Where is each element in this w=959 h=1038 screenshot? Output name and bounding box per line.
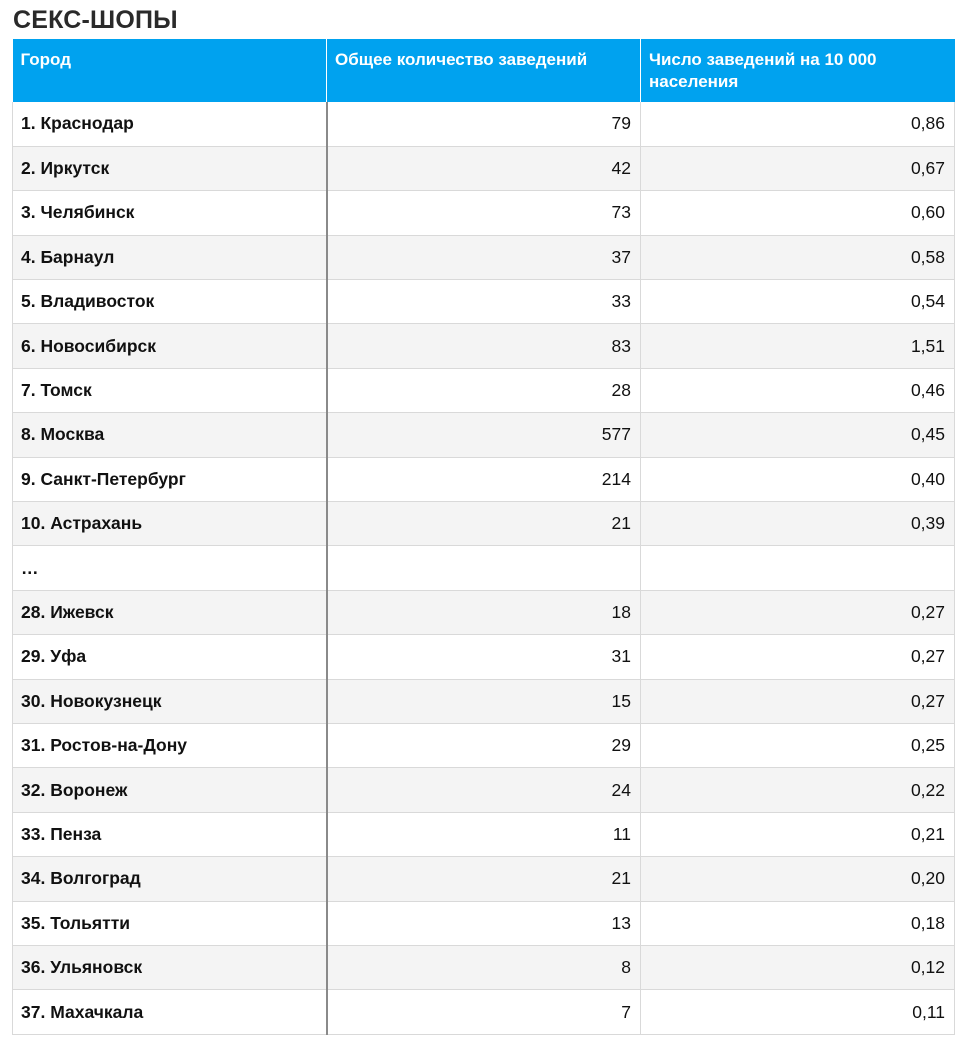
table-row bbox=[13, 679, 955, 723]
cell-total: 28 bbox=[327, 368, 641, 412]
cell-total: 577 bbox=[327, 413, 641, 457]
cell-per-10000: 0,12 bbox=[641, 945, 955, 989]
cell-city: 29. Уфа bbox=[13, 635, 327, 679]
cell-total: 15 bbox=[327, 679, 641, 723]
table-row bbox=[13, 235, 955, 279]
cell-per-10000: 0,45 bbox=[641, 413, 955, 457]
cell-total: 21 bbox=[327, 502, 641, 546]
cell-total: 29 bbox=[327, 723, 641, 767]
table-row bbox=[13, 812, 955, 856]
table-row bbox=[13, 901, 955, 945]
cell-city: 34. Волгоград bbox=[13, 857, 327, 901]
cell-city: 8. Москва bbox=[13, 413, 327, 457]
cell-per-10000: 0,60 bbox=[641, 191, 955, 235]
cell-per-10000: 0,25 bbox=[641, 723, 955, 767]
cell-city: … bbox=[13, 546, 327, 590]
cell-total: 83 bbox=[327, 324, 641, 368]
table-row bbox=[13, 324, 955, 368]
cell-per-10000: 1,51 bbox=[641, 324, 955, 368]
table-row bbox=[13, 990, 955, 1034]
cell-total: 42 bbox=[327, 146, 641, 190]
cell-city: 28. Ижевск bbox=[13, 590, 327, 634]
cell-per-10000 bbox=[641, 546, 955, 590]
table-row bbox=[13, 590, 955, 634]
cell-city: 6. Новосибирск bbox=[13, 324, 327, 368]
column-header-per-10000: Число заведений на 10 000 населения bbox=[641, 39, 955, 102]
table-row bbox=[13, 723, 955, 767]
cell-city: 7. Томск bbox=[13, 368, 327, 412]
table-row bbox=[13, 457, 955, 501]
cell-city: 30. Новокузнецк bbox=[13, 679, 327, 723]
cell-per-10000: 0,39 bbox=[641, 502, 955, 546]
cell-total: 21 bbox=[327, 857, 641, 901]
table-row bbox=[13, 768, 955, 812]
cell-city: 35. Тольятти bbox=[13, 901, 327, 945]
table-row bbox=[13, 280, 955, 324]
cell-total: 11 bbox=[327, 812, 641, 856]
table-row bbox=[13, 857, 955, 901]
cell-total bbox=[327, 546, 641, 590]
table-row bbox=[13, 546, 955, 590]
cell-per-10000: 0,11 bbox=[641, 990, 955, 1034]
data-table bbox=[12, 39, 955, 1035]
cell-city: 4. Барнаул bbox=[13, 235, 327, 279]
cell-per-10000: 0,54 bbox=[641, 280, 955, 324]
cell-total: 8 bbox=[327, 945, 641, 989]
cell-city: 37. Махачкала bbox=[13, 990, 327, 1034]
cell-per-10000: 0,67 bbox=[641, 146, 955, 190]
cell-per-10000: 0,27 bbox=[641, 590, 955, 634]
table-row bbox=[13, 502, 955, 546]
cell-city: 33. Пенза bbox=[13, 812, 327, 856]
cell-total: 214 bbox=[327, 457, 641, 501]
cell-total: 79 bbox=[327, 102, 641, 146]
table-row bbox=[13, 102, 955, 146]
cell-per-10000: 0,20 bbox=[641, 857, 955, 901]
cell-city: 3. Челябинск bbox=[13, 191, 327, 235]
cell-total: 31 bbox=[327, 635, 641, 679]
cell-city: 10. Астрахань bbox=[13, 502, 327, 546]
table-row bbox=[13, 146, 955, 190]
cell-city: 1. Краснодар bbox=[13, 102, 327, 146]
cell-total: 13 bbox=[327, 901, 641, 945]
cell-per-10000: 0,22 bbox=[641, 768, 955, 812]
column-header-city: Город bbox=[13, 39, 327, 102]
cell-per-10000: 0,86 bbox=[641, 102, 955, 146]
cell-total: 33 bbox=[327, 280, 641, 324]
table-row bbox=[13, 413, 955, 457]
cell-city: 31. Ростов-на-Дону bbox=[13, 723, 327, 767]
cell-city: 9. Санкт-Петербург bbox=[13, 457, 327, 501]
cell-total: 18 bbox=[327, 590, 641, 634]
cell-total: 24 bbox=[327, 768, 641, 812]
cell-city: 5. Владивосток bbox=[13, 280, 327, 324]
cell-city: 36. Ульяновск bbox=[13, 945, 327, 989]
page-title: СЕКС-ШОПЫ bbox=[13, 6, 178, 34]
cell-city: 32. Воронеж bbox=[13, 768, 327, 812]
cell-per-10000: 0,27 bbox=[641, 635, 955, 679]
table-row bbox=[13, 368, 955, 412]
cell-per-10000: 0,46 bbox=[641, 368, 955, 412]
cell-per-10000: 0,40 bbox=[641, 457, 955, 501]
cell-per-10000: 0,58 bbox=[641, 235, 955, 279]
cell-per-10000: 0,27 bbox=[641, 679, 955, 723]
cell-per-10000: 0,21 bbox=[641, 812, 955, 856]
cell-per-10000: 0,18 bbox=[641, 901, 955, 945]
cell-total: 37 bbox=[327, 235, 641, 279]
table-row bbox=[13, 945, 955, 989]
table-row bbox=[13, 191, 955, 235]
table-body bbox=[13, 102, 955, 1034]
cell-city: 2. Иркутск bbox=[13, 146, 327, 190]
column-header-total: Общее количество заведений bbox=[327, 39, 641, 102]
table-header-row bbox=[13, 39, 955, 102]
table-row bbox=[13, 635, 955, 679]
cell-total: 7 bbox=[327, 990, 641, 1034]
cell-total: 73 bbox=[327, 191, 641, 235]
